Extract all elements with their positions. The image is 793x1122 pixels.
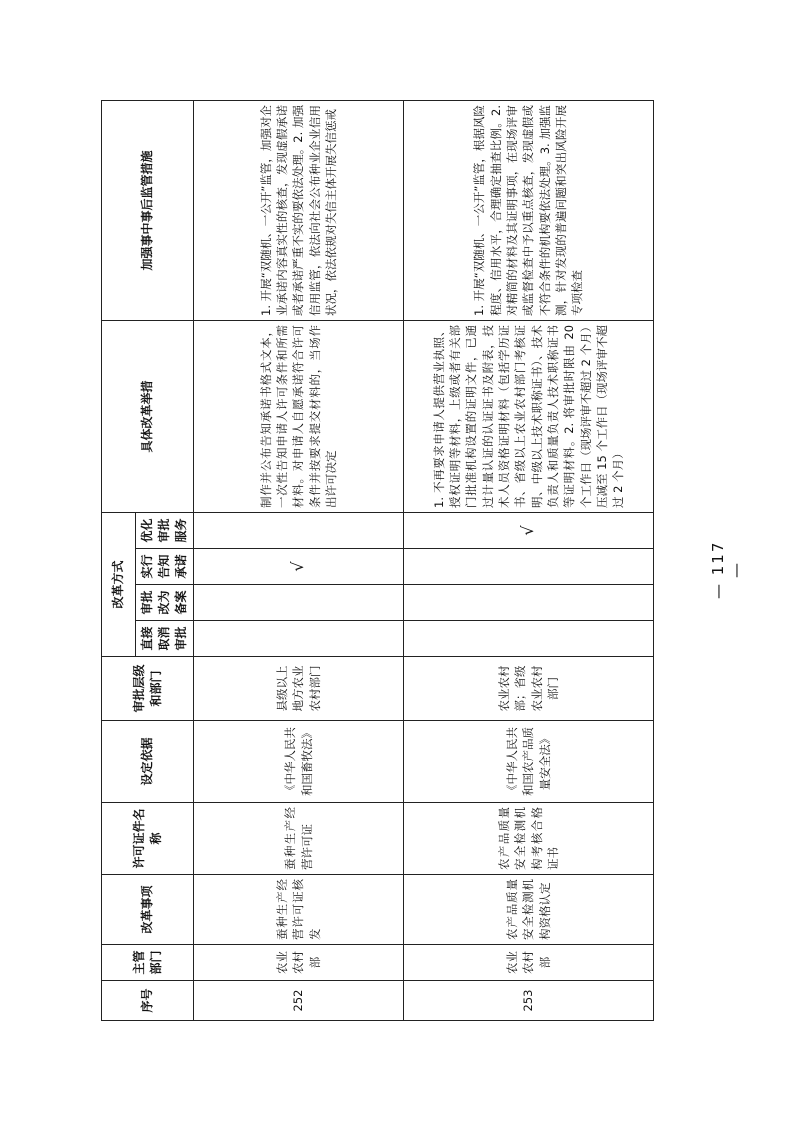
cell-seq: 253 [404,981,654,1021]
cell-mode-optimize: √ [404,512,654,548]
header-reform-mode: 改革方式 [102,512,136,656]
cell-license: 蚕种生产经营许可证 [194,803,404,875]
header-item: 改革事项 [102,875,194,945]
header-mode-filing: 审批改为备案 [136,585,194,621]
cell-dept: 农业农村部 [194,945,404,981]
cell-basis: 《中华人民共和国畜牧法》 [194,721,404,803]
cell-mode-notify [404,549,654,585]
cell-basis: 《中华人民共和国农产品质量安全法》 [404,721,654,803]
cell-mode-optimize [194,512,404,548]
cell-item: 农产品质量安全检测机构资格认定 [404,875,654,945]
cell-measures [404,320,654,512]
header-basis: 设定依据 [102,721,194,803]
cell-supervision: 1. 开展“双随机、一公开”监管，加强对企业承诺内容真实性的核查，发现虚假承诺或者承诺严重不实的要依法处理。2. 加强信用监管，依法向社会公布种业企业信用状况，依法依规对失信主体开展失信惩戒 [194,100,404,320]
cell-dept: 农业农村部 [404,945,654,981]
reform-table [101,100,654,1021]
header-supervision: 加强事中事后监管措施 [102,100,194,320]
cell-mode-filing [194,585,404,621]
header-license: 许可证件名称 [102,803,194,875]
header-measures: 具体改革举措 [102,320,194,512]
cell-mode-cancel [404,621,654,657]
measures-line: 1. 不再要求申请人提供营业执照、授权证明等材料，上级或者有关部门批准机构设置的证明文件，已通过计量认证的认证证书及附表，技术人员资格证明材料（包括学历证书、省级以上农业农村部门考核证明、中级以上技术职称证书）、技术负责人和质量负责人技术职称证书等证明材料。2. 将审批时限由 20 个工作日（现场评审不超过 2 个月） [431,320,593,508]
header-seq: 序号 [102,981,194,1021]
cell-supervision: 1. 开展“双随机、一公开”监管，根据风险程度、信用水平，合理确定抽查比例。2. 对精简的材料及其证明事项，在现场评审或监督检查中予以重点核查，发现虚假或不符合条件的机构要依法处理。3. 加强监测，针对发现的普遍问题和突出风险开展专项检查 [404,100,654,320]
cell-measures: 制作并公布告知承诺书格式文本，一次性告知申请人许可条件和所需材料。对申请人自愿承诺符合许可条件并按要求提交材料的，当场作出许可决定 [194,320,404,512]
header-level: 审批层级和部门 [102,657,194,721]
measures-line: 压减至 15 个工作日（现场评审不超过 2 个月） [594,324,626,508]
cell-item: 蚕种生产经营许可证核发 [194,875,404,945]
rotated-table-wrapper [101,101,651,1021]
cell-level: 县级以上地方农业农村部门 [194,657,404,721]
cell-license: 农产品质量安全检测机构考核合格证书 [404,803,654,875]
cell-seq: 252 [194,981,404,1021]
cell-mode-cancel [194,621,404,657]
table-row [404,100,654,1020]
header-dept: 主管部门 [102,945,194,981]
table-row [194,100,404,1020]
cell-mode-filing [404,585,654,621]
header-mode-notify: 实行告知承诺 [136,549,194,585]
page-number: — 117 — [709,540,745,600]
cell-level: 农业农村部；省级农业农村部门 [404,657,654,721]
header-mode-optimize: 优化审批服务 [136,512,194,548]
header-mode-cancel: 直接取消审批 [136,621,194,657]
cell-mode-notify: √ [194,549,404,585]
